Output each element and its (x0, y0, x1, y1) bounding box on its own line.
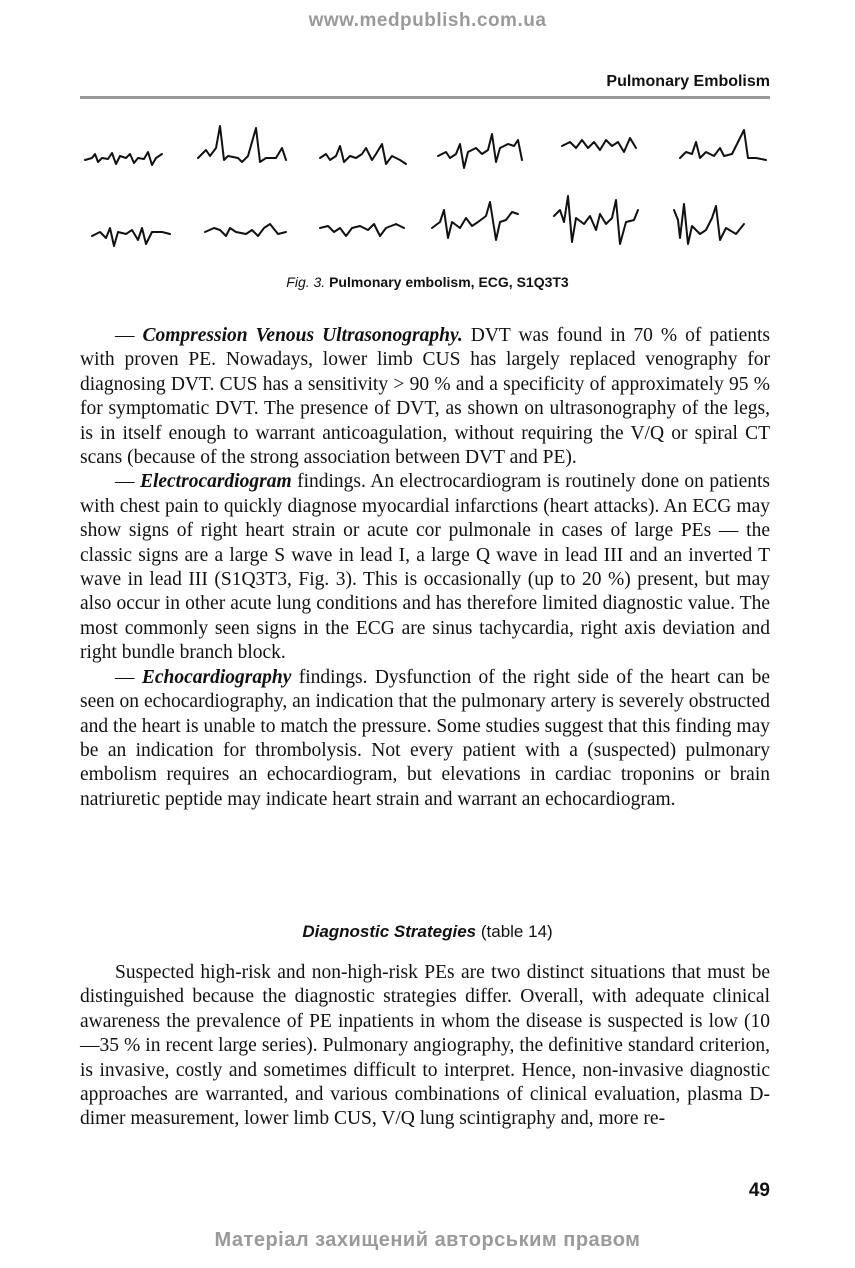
page-number: 49 (748, 1180, 770, 1201)
running-head: Pulmonary Embolism (606, 73, 770, 90)
term-echo: Echocardiography (141, 666, 292, 688)
figure-caption (0, 274, 855, 290)
paragraph-echo (80, 666, 770, 812)
term-cus: Compression Venous Ultrasonography. (142, 325, 463, 346)
section-diagnostic-strategies (80, 961, 770, 1132)
ecg-lead-3 (320, 144, 406, 164)
dash: — (115, 666, 142, 688)
ecg-lead-12 (674, 204, 744, 244)
ecg-lead-4 (438, 134, 522, 168)
ecg-lead-10 (432, 202, 518, 240)
ecg-lead-7 (92, 228, 170, 246)
ecg-lead-6 (680, 130, 766, 160)
ecg-lead-1 (85, 152, 162, 165)
paragraph-ecg (80, 470, 770, 665)
paragraph-echo-text: findings. Dysfunction of the right side of the heart can be seen on echocardiography, an indication that the pulmonary artery is severely obstructed and the heart is unable to match the pressure. Some studies suggest that this finding may be an indication for thrombolysis. Not every patient with a (suspected) pulmonary embolism requires an echocardiogram, but elevations in cardiac troponins or brain natriuretic peptide may indicate heart strain and warrant an echocardiogram. (80, 666, 771, 810)
caption-number: Fig. 3. (286, 274, 326, 290)
section-heading-title: Diagnostic Strategies (302, 922, 477, 941)
ecg-lead-2 (198, 126, 286, 162)
term-ecg: Electrocardiogram (139, 471, 292, 493)
section-heading (0, 922, 855, 942)
section-diagnostic-findings (80, 324, 770, 812)
paragraph-strategies: Suspected high-risk and non-high-risk PEs are two distinct situations that must be distinguished because the diagnostic strategies differ. Overall, with adequate clinical awareness the prevalence of PE inpatients in whom the disease is suspected is low (10—35 % in recent large series). Pulmonary angiography, the definitive standard criterion, is invasive, costly and sometimes difficult to interpret. Hence, non-invasive diagnostic approaches are warranted, and various combinations of clinical evaluation, plasma D-dimer measurement, lower limb CUS, V/Q lung scintigraphy and, more re- (80, 962, 770, 1130)
paragraph-cus-text: DVT was found in 70 % of patients with proven PE. Nowadays, lower limb CUS has largely replaced venography for diagnosing DVT. CUS has a sensitivity > 90 % and a specificity of approximately 95 % for symptomatic DVT. The presence of DVT, as shown on ultrasonography of the legs, is in itself enough to warrant anticoagulation, without requiring the V/Q or spiral CT scans (because of the strong association between DVT and PE). (80, 325, 770, 469)
header-divider (80, 96, 770, 99)
ecg-lead-5 (562, 138, 636, 152)
ecg-tracings (80, 118, 770, 263)
ecg-figure (80, 118, 770, 263)
paragraph-cus (80, 324, 770, 470)
ecg-lead-11 (554, 196, 638, 244)
ecg-lead-8 (205, 224, 286, 236)
watermark-top: www.medpublish.com.ua (308, 10, 547, 31)
section-heading-ref: (table 14) (476, 922, 553, 941)
watermark-bottom: Матеріал захищений авторським правом (214, 1229, 641, 1251)
paragraph-ecg-text: findings. An electrocardiogram is routinely done on patients with chest pain to quickly diagnose myocardial infarctions (heart attacks). An ECG may show signs of right heart strain or acute cor pulmonale in cases of large PEs — the classic signs are a large S wave in lead I, a large Q wave in lead III and an inverted T wave in lead III (S1Q3T3, Fig. 3). This is occasionally (up to 20 %) present, but may also occur in other acute lung conditions and has therefore limited diagnostic value. The most commonly seen signs in the ECG are sinus tachycardia, right axis deviation and right bundle branch block. (80, 471, 771, 664)
dash: — (115, 325, 143, 346)
dash: — (115, 471, 140, 493)
ecg-lead-9 (320, 224, 404, 236)
caption-text: Pulmonary embolism, ECG, S1Q3T3 (329, 274, 569, 290)
